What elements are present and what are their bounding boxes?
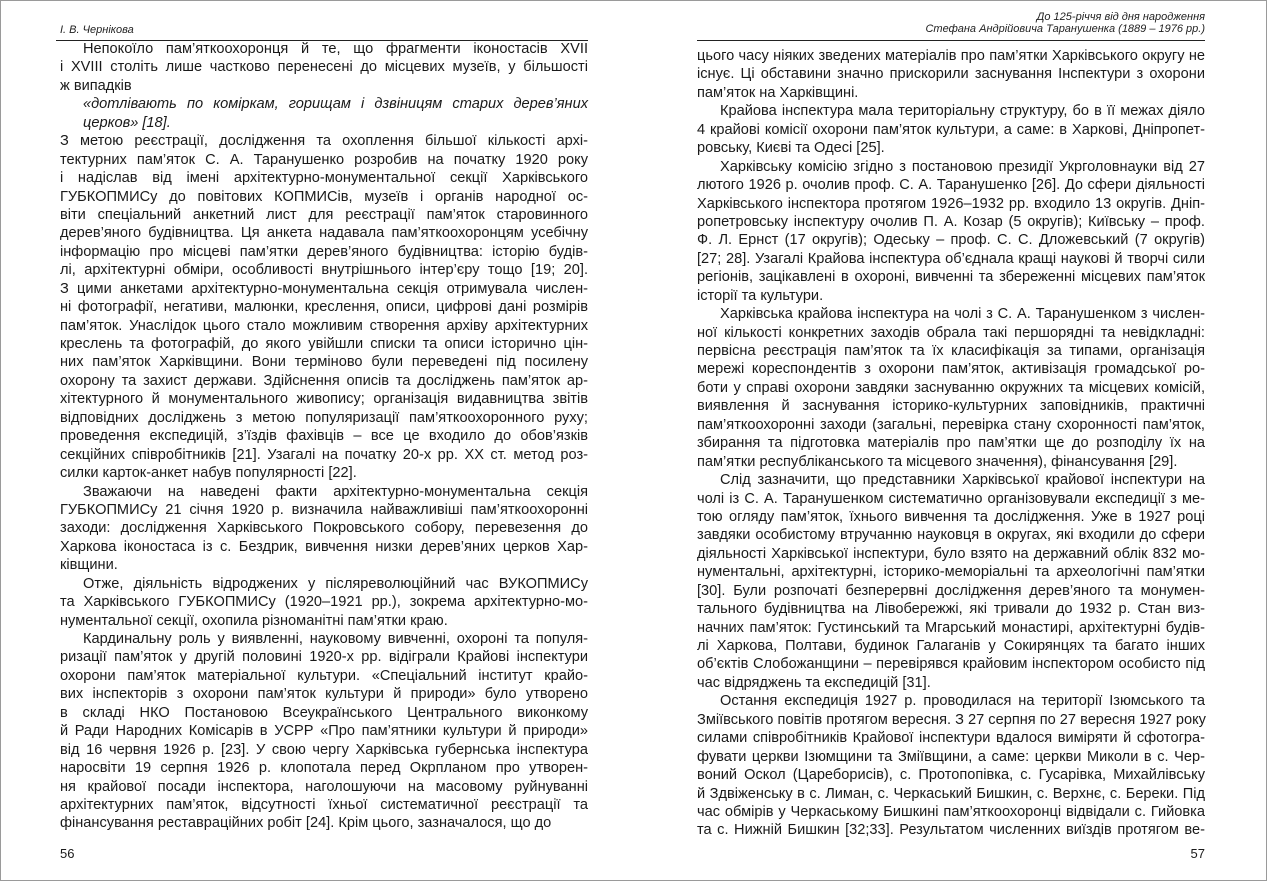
text-line: й Ради Народних Комісарів в УСРР «Про пам’ятники культури й природи» xyxy=(60,723,588,740)
text-line: ГУБКОПМИСу 21 січня 1920 р. визначила найважливіші пам’яткоохоронні xyxy=(60,501,588,518)
text-line: в складі НКО Постановою Всеукраїнського Центрального виконкому xyxy=(60,704,588,721)
left-page-body xyxy=(60,40,588,833)
text-line: начних пам’яток: Густинський та Мгарський монастирі, архітектурні будів- xyxy=(697,619,1205,636)
text-line: охорони пам’яток матеріальної культури. «Спеціальний інститут крайо- xyxy=(60,667,588,684)
text-line: тектурних пам’яток С. А. Таранушенко розробив на початку 1920 року xyxy=(60,151,588,168)
text-line: тою огляду пам’яток, їхнього вивчення та дослідження. Уже в 1927 році xyxy=(697,508,1205,525)
text-line: пам’ятки республіканського та місцевого значення), фінансування [29]. xyxy=(697,453,1178,470)
paragraph xyxy=(697,692,1205,840)
page-number: 57 xyxy=(1190,846,1205,861)
text-line: Ф. Л. Ернст (17 округів); Одеську – проф. С. С. Дложевський (7 округів) xyxy=(697,232,1205,249)
text-line: мережі кореспондентів з охорони пам’яток, активізація громадської ро- xyxy=(697,361,1205,378)
text-line: від 16 червня 1926 р. [23]. У свою чергу Харківська губернська інспектура xyxy=(60,741,588,758)
text-line: вих інспекторів з охорони пам’яток культури й природи» було утворено xyxy=(60,686,588,703)
text-line: архітектурних пам’яток, відсутності їхньої систематичної реєстрації та xyxy=(60,796,588,813)
text-line: нументальні, архітектурні, історико-меморіальні та археологічні пам’ятки xyxy=(697,564,1205,581)
text-line: наросвіти 19 серпня 1926 р. клопотала перед Окрпланом про утворен- xyxy=(60,760,588,777)
text-line: [27; 28]. Узагалі Крайова інспектура об’єднала кращі наукові й творчі сили xyxy=(697,250,1205,267)
text-line: дерев’яного будівництва. Ця анкета надавала пам’яткоохоронцям усебічну xyxy=(60,225,588,242)
text-line: лютого 1926 р. очолив проф. С. А. Таранушенко [26]. До сфери діяльності xyxy=(697,177,1205,194)
paragraph xyxy=(697,102,1205,157)
paragraph xyxy=(697,47,1205,102)
text-line: діяльності Харківської інспектури, було взято на державний облік 832 мо- xyxy=(697,545,1205,562)
text-line: Остання експедиція 1927 р. проводилася на території Ізюмського та xyxy=(720,693,1205,710)
text-line: силки карток-анкет набув популярності [22]. xyxy=(60,465,357,482)
text-line: регіонів, зацікавлені в охороні, вивченні та збереженні місцевих пам’яток xyxy=(697,269,1205,286)
text-line: Кардинальну роль у виявленні, науковому вивченні, охороні та популя- xyxy=(83,631,588,647)
paragraph xyxy=(60,630,588,833)
text-line: лі, архітектурні обміри, особливості внутрішнього інтер’єру тощо [19; 20]. xyxy=(60,262,588,279)
header-rule xyxy=(697,40,1205,41)
text-line: фінансування реставраційних робіт [24]. Крім цього, зазначалося, що до xyxy=(60,815,552,832)
paragraph xyxy=(60,575,588,630)
text-line: хітектурного й монументального живопису; організація видавництва звітів xyxy=(60,391,588,408)
text-line: Харківського інспектора протягом 1926–1932 рр. входило 13 округів. Дніп- xyxy=(697,195,1205,212)
paragraph xyxy=(60,40,588,95)
text-line: чолі із С. А. Таранушенком систематично організовували експедиції з ме- xyxy=(697,490,1205,507)
text-line: З метою реєстрації, дослідження та охоплення більшої кількості архі- xyxy=(60,133,588,150)
text-line: воний Оскол (Цареборисів), с. Протопопівка, с. Гусарівка, Михайлівську xyxy=(697,767,1205,784)
text-line: [30]. Були розпочаті безперервні дослідження дерев’яного та монумен- xyxy=(697,582,1205,599)
text-line: існує. Ці обставини значно прискорили заснування Інспектури з охорони xyxy=(697,66,1205,83)
text-line: проведення експедицій, з’їздів фахівців – все це входило до обов’язків xyxy=(60,428,588,445)
text-line: З цими анкетами архітектурно-монументальна секція отримувала числен- xyxy=(60,280,588,297)
text-line: Харківська крайова інспектура на чолі з С. А. Таранушенком з числен- xyxy=(720,306,1205,323)
text-line: Зміївського повітів протягом вересня. З 27 серпня по 27 вересня 1927 року xyxy=(697,711,1206,728)
text-line: виявлення й заснування історико-культурних заповідників, практичні xyxy=(697,398,1205,415)
text-line: тального будівництва на Лівобережжі, які тривали до 1932 р. Стан виз- xyxy=(697,601,1205,618)
running-header-title xyxy=(697,11,1205,35)
text-line: первісна реєстрація пам’яток та їх класифікація за типами, організація xyxy=(697,343,1205,359)
text-line: креслень та фотографій, до якого увійшли списки та описи історично цін- xyxy=(60,336,588,352)
text-line: історії та культури. xyxy=(697,287,824,304)
text-line: ної кількості конкретних заходів обрала такі першорядні та невідкладні: xyxy=(697,324,1205,341)
paragraph xyxy=(697,471,1205,692)
text-line: силами співробітників Крайової інспектури вдалося виміряти й сфотогра- xyxy=(697,730,1205,747)
text-line: й Здвіженську в с. Лиман, с. Черкаський Бишкин, с. Верхнє, с. Береки. Під xyxy=(697,785,1205,802)
text-line: нументальної секції, охопила різноманітні пам’ятки краю. xyxy=(60,612,448,629)
text-line: інформацію про місцеві пам’ятки дерев’яного будівництва: історію будів- xyxy=(60,243,588,260)
text-line: Зважаючи на наведені факти архітектурно-монументальна секція xyxy=(83,483,588,500)
text-line: збирання та підготовка матеріалів про пам’ятки ще до розподілу їх на xyxy=(697,435,1205,452)
text-line: пам’яткоохоронні заходи (загальні, перевірка стану схоронності пам’яток, xyxy=(697,416,1205,433)
text-line: пам’яток на Харківщині. xyxy=(697,84,859,101)
text-line: Харківську комісію згідно з постановою президії Укрголовнауки від 27 xyxy=(720,158,1205,175)
text-line: цього часу ніяких зведених матеріалів про пам’ятки Харківського округу не xyxy=(697,48,1205,64)
text-line: відповідних досліджень з метою популяризації пам’яткоохоронного руху; xyxy=(60,409,588,426)
text-line: ропетровську інспектуру очолив П. А. Козар (5 округів); Київську – проф. xyxy=(697,213,1205,230)
text-line: та с. Нижній Бишкин [32;33]. Результатом численних виїздів протягом ве- xyxy=(697,822,1205,839)
text-line: 4 крайові комісії охорони пам’яток культури, а саме: в Харкові, Дніпропет- xyxy=(697,121,1205,138)
left-page xyxy=(60,0,588,881)
text-line: церков» [18]. xyxy=(83,114,171,131)
text-line: ківщини. xyxy=(60,557,118,574)
text-line: ризації пам’яток у другій половині 1920-х рр. відіграли Крайові інспектури xyxy=(60,649,588,666)
page-number: 56 xyxy=(60,846,75,861)
paragraph xyxy=(697,158,1205,306)
text-line: об’єктів Слобожанщини – перевірявся крайовим інспектором особисто під xyxy=(697,656,1205,673)
text-line: ж випадків xyxy=(60,77,132,94)
right-page-body xyxy=(697,47,1205,840)
text-line: та Харківського ГУБКОПМИСу (1920–1921 рр.), зокрема архітектурно-мо- xyxy=(60,594,588,611)
text-line: і надіслав від імені архітектурно-монументальної секції Харківського xyxy=(60,170,588,187)
text-line: охорону та захист держави. Здійснення описів та досліджень пам’яток ар- xyxy=(60,372,588,389)
right-page xyxy=(697,0,1205,881)
paragraph xyxy=(60,483,588,575)
block-quote xyxy=(60,95,588,132)
text-line: пам’яток. Унаслідок цього стало можливим створення архіву архітектурних xyxy=(60,317,588,334)
text-line: і XVIII століть лише частково перенесені до місцевих музеїв, у більшості xyxy=(60,59,588,76)
text-line: «дотлівають по коміркам, горищам і дзвіницям старих дерев’яних xyxy=(83,96,588,113)
text-line: заходи: дослідження Харківського Покровського собору, перевезення до xyxy=(60,520,588,537)
paragraph xyxy=(60,132,588,482)
text-line: секційних співробітників [21]. Узагалі на початку 20-х рр. XX ст. метод роз- xyxy=(60,446,588,463)
text-line: лі Харкова, Полтави, будинок Галаганів у Сокирянцях та багато інших xyxy=(697,638,1205,654)
text-line: час відряджень та експедицій [31]. xyxy=(697,674,931,691)
header-line: До 125-річчя від дня народження xyxy=(1036,11,1205,23)
text-line: Крайова інспектура мала територіальну структуру, бо в її межах діяло xyxy=(720,103,1205,120)
text-line: боти у справі охорони завдяки заснуванню окружних та місцевих комісій, xyxy=(697,379,1205,396)
text-line: ня крайової посади інспектора, наголошуючи на масовому руйнуванні xyxy=(60,778,588,795)
text-line: Слід зазначити, що представники Харківської крайової інспектури на xyxy=(720,472,1205,489)
text-line: Харкова іконостаса із с. Бездрик, вивчення низки дерев’яних церков Хар- xyxy=(60,538,588,555)
text-line: Непокоїло пам’яткоохоронця й те, що фрагменти іконостасів XVII xyxy=(83,41,588,57)
text-line: час обмірів у Черкаському Бишкині пам’яткоохоронці відвідали с. Гийовка xyxy=(697,803,1205,820)
text-line: ні фотографії, негативи, малюнки, креслення, описи, цифрові дані розмірів xyxy=(60,299,588,316)
text-line: ровську, Києві та Одесі [25]. xyxy=(697,140,885,157)
text-line: них пам’яток Харківщини. Вони терміново були переведені під посилену xyxy=(60,354,588,371)
text-line: ГУБКОПМИСу до повітових КОПМИСів, музеїв і органів народної ос- xyxy=(60,188,588,205)
text-line: Отже, діяльність відроджених у післяреволюційний час ВУКОПМИСу xyxy=(83,575,588,592)
text-line: фувати церкви Ізюмщини та Зміївщини, а саме: церкви Миколи в с. Чер- xyxy=(697,748,1205,765)
text-line: віти спеціальний анкетний лист для реєстрації пам’яток старовинного xyxy=(60,206,588,223)
text-line: завдяки особистому втручанню науковця в округах, які входили до сфери xyxy=(697,527,1205,544)
running-header-author: І. В. Чернікова xyxy=(60,24,134,36)
header-line: Стефана Андрійовича Таранушенка (1889 – 1976 рр.) xyxy=(925,23,1205,35)
paragraph xyxy=(697,305,1205,471)
